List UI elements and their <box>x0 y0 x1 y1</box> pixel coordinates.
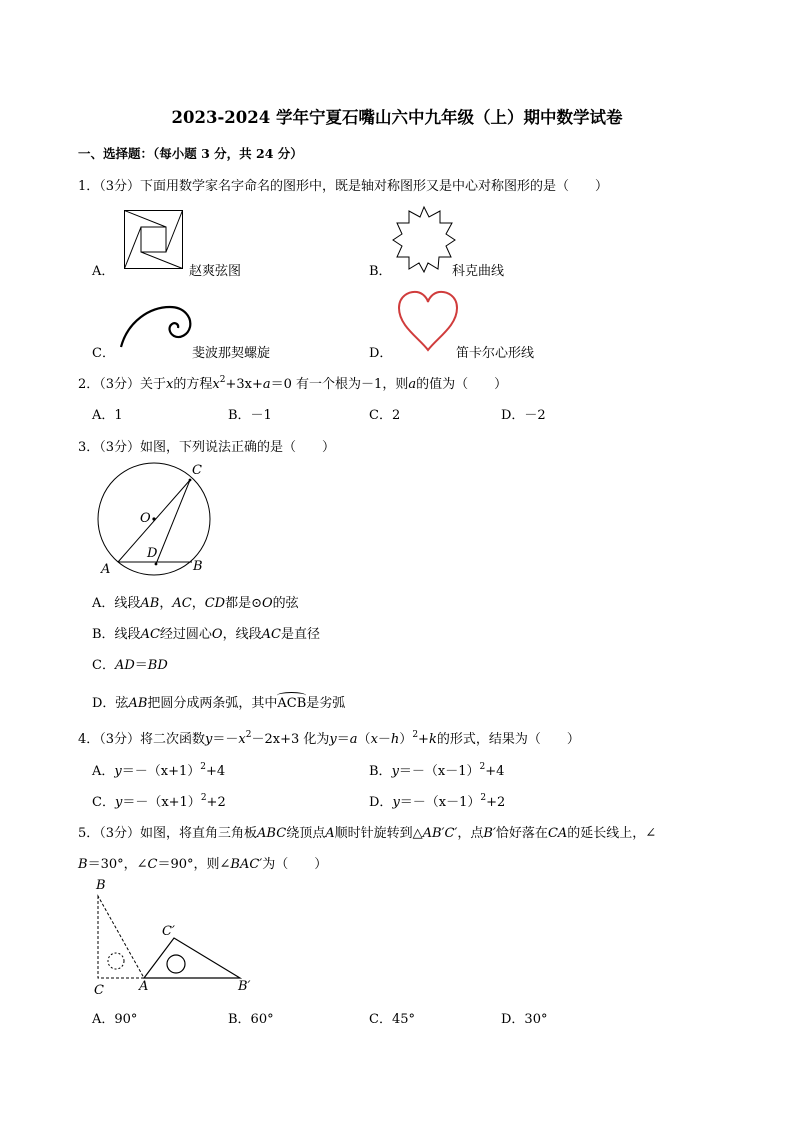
question-5-line-1: 5．（3分）如图，将直角三角板ABC绕顶点A顺时针旋转到△AB′C′，点B′恰好落在CA的延长线上，∠ <box>78 826 657 841</box>
q1-label-c: 斐波那契螺旋 <box>192 346 271 361</box>
fig3-label-a: A <box>101 562 111 577</box>
q2-option-c[interactable]: C．2 <box>369 408 401 423</box>
q1-option-d[interactable]: D． <box>369 346 393 361</box>
fig3-label-o: O <box>140 511 151 526</box>
q1-option-b[interactable]: B． <box>369 264 392 279</box>
q3-option-b[interactable]: B．线段AC经过圆心O，线段AC是直径 <box>92 627 320 642</box>
cardioid-heart-figure <box>397 290 459 352</box>
q3-option-c[interactable]: C．AD＝BD <box>92 658 168 673</box>
q5-option-c[interactable]: C．45° <box>369 1012 415 1027</box>
q5-option-d[interactable]: D．30° <box>501 1012 548 1027</box>
q2-option-d[interactable]: D．－2 <box>501 408 546 423</box>
fig5-label-c-prime: C′ <box>162 924 175 939</box>
arc-acb: ACB <box>277 696 307 711</box>
q5-option-b[interactable]: B．60° <box>228 1012 274 1027</box>
section-heading: 一、选择题：（每小题 3 分，共 24 分） <box>78 146 303 161</box>
fig5-label-b: B <box>96 878 106 893</box>
q1-label-a: 赵爽弦图 <box>189 264 242 279</box>
fig5-label-b-prime: B′ <box>238 979 251 994</box>
q5-option-a[interactable]: A．90° <box>92 1012 138 1027</box>
q3-option-a[interactable]: A．线段AB，AC，CD都是⊙O的弦 <box>92 596 299 611</box>
fibonacci-spiral-figure <box>118 303 193 351</box>
fig3-label-d: D <box>147 546 158 561</box>
q4-option-d[interactable]: D．$y=-(x-1)^2+2$ <box>369 793 506 810</box>
fig5-label-c: C <box>94 983 104 998</box>
q4-option-a[interactable]: A．$y=-(x+1)^2+4$ <box>92 762 226 779</box>
q3-option-d[interactable]: D．弦AB把圆分成两条弧，其中ACB是劣弧 <box>92 696 346 711</box>
q1-option-c[interactable]: C． <box>92 346 115 361</box>
question-1-stem: 1．（3分）下面用数学家名字命名的图形中，既是轴对称图形又是中心对称图形的是（ ） <box>78 179 609 194</box>
rotated-triangle-figure <box>94 894 244 984</box>
zhao-shuang-figure <box>124 210 184 270</box>
koch-curve-figure <box>393 206 455 272</box>
q2-option-a[interactable]: A．1 <box>92 408 123 423</box>
q1-label-d: 笛卡尔心形线 <box>456 346 535 361</box>
page-title: 2023-2024 学年宁夏石嘴山六中九年级（上）期中数学试卷 <box>171 108 623 127</box>
fig3-label-b: B <box>193 559 203 574</box>
question-2-stem: 2．（3分）关于x的方程$x^2+3x+a=0$ 有一个根为－1，则a的值为（ ） <box>78 375 508 392</box>
q4-option-b[interactable]: B．$y=-(x-1)^2+4$ <box>369 762 505 779</box>
q4-option-c[interactable]: C．$y=-(x+1)^2+2$ <box>92 793 226 810</box>
fig3-label-c: C <box>192 463 202 478</box>
q1-label-b: 科克曲线 <box>452 264 505 279</box>
fig5-label-a: A <box>139 979 149 994</box>
question-5-line-2: B＝30°，∠C＝90°，则∠BAC′为（ ） <box>78 857 328 872</box>
q1-option-a[interactable]: A． <box>92 264 115 279</box>
q2-option-b[interactable]: B．－1 <box>228 408 272 423</box>
question-4-stem: 4．（3分）将二次函数$y=-x^2-2x+3$ 化为$y=a(x-h)^2+k$的形式，结果为（ ） <box>78 730 580 747</box>
question-3-stem: 3．（3分）如图，下列说法正确的是（ ） <box>78 440 336 455</box>
